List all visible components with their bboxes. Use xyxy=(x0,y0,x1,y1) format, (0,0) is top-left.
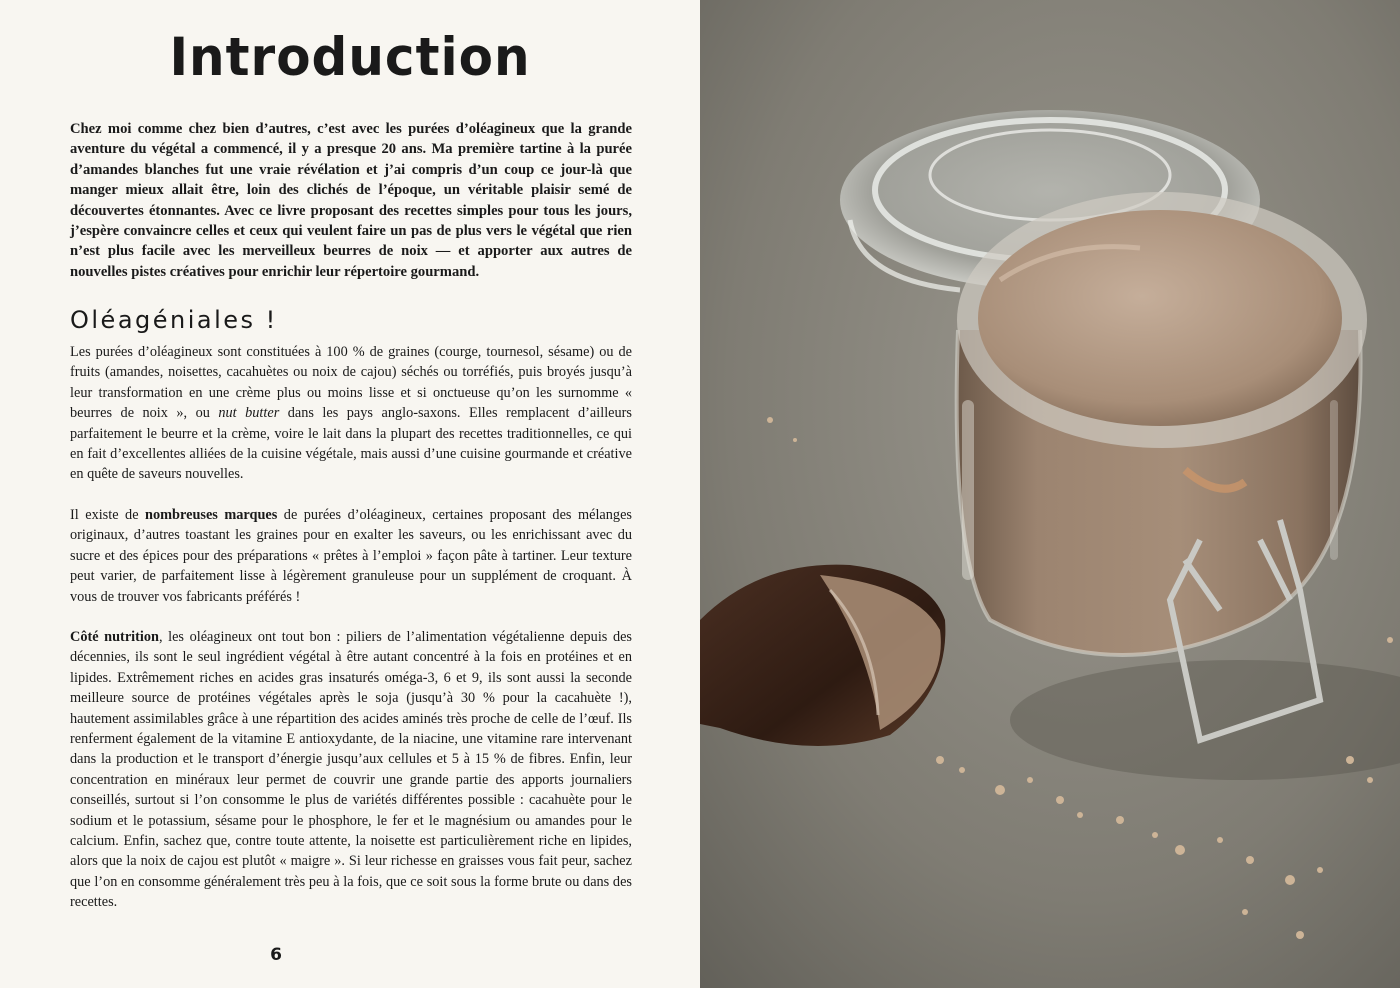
paragraph-2 xyxy=(70,505,632,607)
paragraph-2-strong: nombreuses marques xyxy=(145,507,278,523)
paragraph-1-emphasis: nut butter xyxy=(218,405,280,422)
nut-butter-surface xyxy=(978,210,1342,426)
nut-butter-jar-photo xyxy=(700,0,1400,988)
right-page-photo xyxy=(700,0,1400,988)
section-heading: Oléagéniales ! xyxy=(70,306,278,334)
paragraph-2-text-a: Il existe de xyxy=(70,507,146,523)
page-title: Introduction xyxy=(169,26,531,88)
paragraph-1 xyxy=(70,342,632,485)
paragraph-1-text-b: dans les pays anglo-saxons. Elles remplacent d’ailleurs parfaitement le beurre et la crème, voire le lait dans la plupart des recettes traditionnelles, ce qui en fait d’excellentes alliées de la cuisine végétale, mais aussi d’une cuisine gourmande et créative en quête de saveurs nouvelles. xyxy=(70,405,632,483)
paragraph-2-text-b: de purées d’oléagineux, certaines proposant des mélanges originaux, d’autres toastant les graines pour en exalter les saveurs, ou les enrichissant avec du sucre et des épices pour des préparations « prêtes à l’emploi » façon pâte à tartiner. Leur texture peut varier, de parfaitement lisse à légèrement granuleuse pour un supplément de croquant. À vous de trouver vos fabricants préférés ! xyxy=(70,507,632,605)
page-number: 6 xyxy=(270,945,282,965)
paragraph-1-text-a: Les purées d’oléagineux sont constituées à 100 % de graines (courge, tournesol, sésame) ou de fruits (amandes, noisettes, cacahuètes ou noix de cajou) séchés ou torréfiés, puis broyés jusqu’à leur transformation en une crème plus ou moins lisse et si onctueuse qu’on les surnomme « beurres de noix », ou xyxy=(70,344,632,422)
paragraph-3-text: , les oléagineux ont tout bon : piliers de l’alimentation végétalienne depuis des décennies, ils sont le seul ingrédient végétal à être autant concentré à la fois en protéines et en lipides. Extrêmement riches en acides gras insaturés oméga-3, 6 et 9, ils sont aussi la seconde meilleure source de protéines végétales après le soja (jusqu’à 30 % pour la cacahuète !), hautement assimilables grâce à une répartition des acides aminés très proche de celle de l’œuf. Ils renferment également de la vitamine E antioxydante, de la niacine, une vitamine rare intervenant dans la production et le transport d’énergie jusqu’aux cellules et 5 à 15 % de fibres. Enfin, leur concentration en minéraux leur permet de couvrir une grande partie des apports journaliers conseillés, surtout si l’on consomme le plus de variétés différentes possible : cacahuète pour le sodium et le potassium, sésame pour le phosphore, le fer et le magnésium ou amandes pour le calcium. Enfin, sachez que, contre toute attente, la noisette est particulièrement riche en lipides, alors que la noix de cajou est plutôt « maigre ». Si leur richesse en graisses vous fait peur, sachez que l’on en consomme généralement très peu à la fois, que ce soit sous la forme brute ou dans des recettes. xyxy=(70,629,633,911)
wooden-spoon xyxy=(700,565,945,746)
paragraph-3 xyxy=(70,627,632,913)
intro-paragraph: Chez moi comme chez bien d’autres, c’est avec les purées d’oléagineux que la grande aventure du végétal a commencé, il y a presque 20 ans. Ma première tartine à la purée d’amandes blanches fut une vraie révélation et j’ai compris d’un coup ce jour-là que manger mieux allait être, loin des clichés de l’époque, un véritable plaisir semé de découvertes étonnantes. Avec ce livre proposant des recettes simples pour tous les jours, j’espère convaincre celles et ceux qui veulent faire un pas de plus vers le végétal que rien n’est plus facile avec les merveilleux beurres de noix — et apporter aux autres de nouvelles pistes créatives pour enrichir leur répertoire gourmand. xyxy=(70,121,632,280)
paragraph-3-strong: Côté nutrition xyxy=(70,629,159,645)
